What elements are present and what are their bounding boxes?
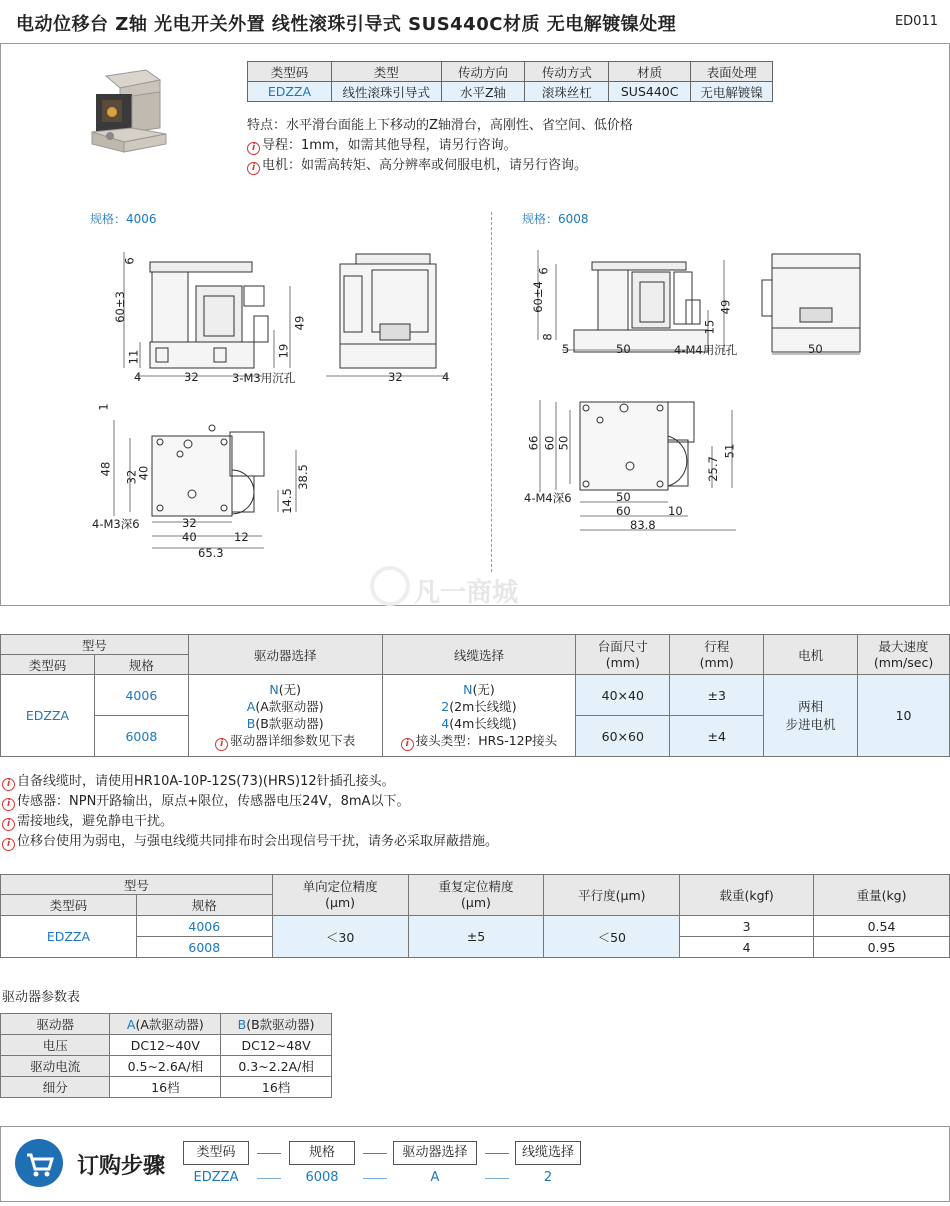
header-driver-a xyxy=(110,1014,221,1035)
header-load: 载重(kgf) xyxy=(680,875,814,916)
dim-label: 6 xyxy=(536,267,551,275)
header-driver-b xyxy=(221,1014,332,1035)
option-code: A xyxy=(246,698,256,714)
model-table-header xyxy=(1,635,950,655)
weight-4006: 0.54 xyxy=(814,916,950,937)
dim-label: 12 xyxy=(234,530,249,544)
option-text: (A款驱动器) xyxy=(135,1017,204,1032)
option-code: B xyxy=(246,715,256,731)
drawing-label-6008: 规格：6008 xyxy=(522,212,589,226)
drawing-label-4006: 规格：4006 xyxy=(90,212,157,226)
feature-text: 电机：如需高转矩、高分辨率或伺服电机，请另行咨询。 xyxy=(262,158,588,173)
note-line xyxy=(2,792,498,812)
rep-accuracy: ±5 xyxy=(408,916,544,958)
order-connector xyxy=(257,1178,281,1179)
option-code: A xyxy=(126,1017,136,1032)
header-type: 类型码 xyxy=(1,655,95,675)
dim-label: 65.3 xyxy=(198,546,224,560)
dim-label: 66 xyxy=(526,435,541,451)
dim-label: 6 xyxy=(122,257,137,265)
row-label: 驱动电流 xyxy=(1,1056,110,1077)
notes-block xyxy=(2,772,498,852)
dim-label: 48 xyxy=(98,461,113,477)
spec-value-cell: SUS440C xyxy=(609,82,691,102)
order-connector xyxy=(257,1153,281,1154)
watermark-text: 凡一商城 xyxy=(414,578,519,608)
cable-option-n xyxy=(383,681,576,698)
header-stroke-unit: (mm) xyxy=(699,654,734,670)
dim-label: 4 xyxy=(134,370,142,384)
model-row-4006 xyxy=(1,675,950,716)
driver-header xyxy=(1,1014,332,1035)
note-text: 需接地线，避免静电干扰。 xyxy=(17,814,174,829)
dim-label: 40 xyxy=(182,530,197,544)
type-code: EDZZA xyxy=(1,916,137,958)
dim-label: 14.5 xyxy=(279,488,294,514)
note-text: 驱动器详细参数见下表 xyxy=(230,732,356,748)
info-icon: i xyxy=(401,738,414,751)
row-value-a: DC12~40V xyxy=(110,1035,221,1056)
load-6008: 4 xyxy=(680,937,814,958)
dim-label: 60 xyxy=(542,435,557,451)
model-table xyxy=(0,634,950,757)
option-text: (无) xyxy=(472,681,495,697)
dim-label: 10 xyxy=(668,504,683,518)
driver-option-n xyxy=(189,681,382,698)
cable-note xyxy=(383,732,576,751)
note-line xyxy=(2,812,498,832)
header-speed-line: 最大速度 xyxy=(878,638,929,654)
dim-label: 4-M4深6 xyxy=(524,491,572,505)
dim-label: 5 xyxy=(562,342,570,356)
dim-label: 50 xyxy=(616,342,631,356)
page-title: 电动位移台 Z轴 光电开关外置 线性滚珠引导式 SUS440C材质 无电解镀镍处理 xyxy=(16,14,677,35)
dim-label: 49 xyxy=(718,299,733,315)
spec-value-type-code: EDZZA xyxy=(248,82,332,102)
product-code: ED011 xyxy=(894,14,938,29)
dim-label: 4 xyxy=(442,370,450,384)
cart-icon xyxy=(15,1139,63,1187)
cable-option-4 xyxy=(383,715,576,732)
motor-line: 两相 xyxy=(798,698,824,714)
dim-label: 50 xyxy=(616,490,631,504)
option-text: (A款驱动器) xyxy=(255,698,324,714)
header-size-unit: (mm) xyxy=(605,654,640,670)
order-step-label: 类型码 xyxy=(183,1141,249,1165)
spec-6008: 6008 xyxy=(94,716,188,757)
row-label: 电压 xyxy=(1,1035,110,1056)
header-weight: 重量(kg) xyxy=(814,875,950,916)
option-text: (无) xyxy=(278,681,302,697)
motor-cell xyxy=(764,675,858,757)
dim-label: 15 xyxy=(702,319,717,335)
dim-label: 38.5 xyxy=(295,464,310,490)
row-value-a: 0.5~2.6A/相 xyxy=(110,1056,221,1077)
spec-header-cell: 表面处理 xyxy=(691,62,773,82)
dim-label: 83.8 xyxy=(630,518,656,532)
header-pos xyxy=(272,875,408,916)
spec-header-cell: 材质 xyxy=(609,62,691,82)
dim-label: 3-M3用沉孔 xyxy=(232,371,296,385)
precision-table xyxy=(0,874,950,958)
dim-label: 4-M4用沉孔 xyxy=(674,343,738,357)
note-text: 自备线缆时，请使用HR10A-10P-12S(73)(HRS)12针插孔接头。 xyxy=(17,774,395,789)
dim-label: 32 xyxy=(184,370,199,384)
info-icon: i xyxy=(2,838,15,851)
size-6008: 60×60 xyxy=(576,716,670,757)
option-text: (2m长线缆) xyxy=(449,698,517,714)
spec-header-cell: 传动方向 xyxy=(441,62,525,82)
spec-4006: 4006 xyxy=(136,916,272,937)
order-step-value: 6008 xyxy=(305,1170,339,1185)
driver-row xyxy=(1,1035,332,1056)
dim-label: 60±3 xyxy=(112,291,127,323)
option-code: N xyxy=(463,681,473,697)
stroke-4006: ±3 xyxy=(670,675,764,716)
type-code: EDZZA xyxy=(1,675,95,757)
order-step-label: 规格 xyxy=(289,1141,355,1165)
dim-label: 32 xyxy=(182,516,197,530)
dim-label: 49 xyxy=(292,315,307,331)
option-text: (4m长线缆) xyxy=(449,715,517,731)
info-icon: i xyxy=(215,738,228,751)
row-value-b: 16档 xyxy=(221,1077,332,1098)
header-unit: (μm) xyxy=(461,895,491,910)
note-text: 位移台使用为弱电，与强电线缆共同排布时会出现信号干扰，请务必采取屏蔽措施。 xyxy=(17,834,499,849)
dim-label: 50 xyxy=(556,435,571,451)
info-icon: i xyxy=(247,162,260,175)
row-value-a: 16档 xyxy=(110,1077,221,1098)
weight-6008: 0.95 xyxy=(814,937,950,958)
driver-option-b xyxy=(189,715,382,732)
order-connector xyxy=(363,1178,387,1179)
header-model: 型号 xyxy=(1,875,273,895)
header-unit: (μm) xyxy=(325,895,356,910)
order-step-value: A xyxy=(430,1170,440,1185)
dim-label: 32 xyxy=(388,370,403,384)
dim-label: 1 xyxy=(96,403,111,411)
info-icon: i xyxy=(2,818,15,831)
dim-label: 50 xyxy=(808,342,823,356)
row-value-b: DC12~48V xyxy=(221,1035,332,1056)
header-type: 类型码 xyxy=(1,895,137,916)
order-title: 订购步骤 xyxy=(77,1154,166,1179)
header-line: 重复定位精度 xyxy=(438,879,514,894)
order-step-label: 驱动器选择 xyxy=(393,1141,477,1165)
header-spec: 规格 xyxy=(136,895,272,916)
driver-note xyxy=(189,732,382,751)
spec-header-cell: 传动方式 xyxy=(525,62,609,82)
feature-line: 特点：水平滑台面能上下移动的Z轴滑台，高刚性、省空间、低价格 xyxy=(247,118,633,133)
header-cable: 线缆选择 xyxy=(382,635,576,675)
order-step-value: EDZZA xyxy=(193,1170,239,1185)
spec-value-cell: 线性滚珠引导式 xyxy=(331,82,441,102)
watermark-logo xyxy=(370,566,410,606)
note-line xyxy=(2,772,498,792)
driver-option-a xyxy=(189,698,382,715)
order-connector xyxy=(485,1178,509,1179)
driver-table-title: 驱动器参数表 xyxy=(2,990,81,1005)
order-steps xyxy=(0,1126,950,1202)
spec-header-cell: 类型码 xyxy=(248,62,332,82)
spec-4006: 4006 xyxy=(94,675,188,716)
info-icon: i xyxy=(2,798,15,811)
feature-text: 导程：1mm，如需其他导程，请另行咨询。 xyxy=(262,138,517,153)
speed-cell: 10 xyxy=(858,675,950,757)
driver-row xyxy=(1,1056,332,1077)
cable-options xyxy=(382,675,576,757)
dim-label: 60±4 xyxy=(530,281,545,313)
dim-label: 8 xyxy=(540,333,555,341)
header-motor: 电机 xyxy=(764,635,858,675)
driver-options xyxy=(188,675,382,757)
parallelism: ＜50 xyxy=(544,916,680,958)
precision-header xyxy=(1,875,950,895)
dim-label: 51 xyxy=(722,443,737,459)
header-parallel: 平行度(μm) xyxy=(544,875,680,916)
order-connector xyxy=(363,1153,387,1154)
order-connector xyxy=(485,1153,509,1154)
dim-label: 4-M3深6 xyxy=(92,517,140,531)
header-line: 单向定位精度 xyxy=(302,879,378,894)
spec-value-cell: 滚珠丝杠 xyxy=(525,82,609,102)
dim-label: 60 xyxy=(616,504,631,518)
spec-header-cell: 类型 xyxy=(331,62,441,82)
header-stroke-line: 行程 xyxy=(704,638,730,654)
header-driver: 驱动器 xyxy=(1,1014,110,1035)
option-code: N xyxy=(269,681,279,697)
dim-label: 32 xyxy=(124,469,139,485)
driver-row xyxy=(1,1077,332,1098)
size-4006: 40×40 xyxy=(576,675,670,716)
order-step-value: 2 xyxy=(543,1170,553,1185)
cable-option-2 xyxy=(383,698,576,715)
row-label: 细分 xyxy=(1,1077,110,1098)
load-4006: 3 xyxy=(680,916,814,937)
header-speed-unit: (mm/sec) xyxy=(873,654,934,670)
option-code: 2 xyxy=(441,698,450,714)
cart-icon-glyph xyxy=(15,1139,63,1187)
driver-table xyxy=(0,1013,332,1098)
dim-label: 25.7 xyxy=(705,456,720,482)
header-spec: 规格 xyxy=(94,655,188,675)
stroke-6008: ±4 xyxy=(670,716,764,757)
note-text: 传感器：NPN开路输出，原点+限位，传感器电压24V，8mA以下。 xyxy=(17,794,410,809)
note-text: 接头类型：HRS-12P接头 xyxy=(415,732,558,748)
precision-row-4006 xyxy=(1,916,950,937)
note-line xyxy=(2,832,498,852)
header-model: 型号 xyxy=(1,635,189,655)
dim-label: 40 xyxy=(136,465,151,481)
header-speed xyxy=(858,635,950,675)
row-value-b: 0.3~2.2A/相 xyxy=(221,1056,332,1077)
header-driver: 驱动器选择 xyxy=(188,635,382,675)
header-size-line: 台面尺寸 xyxy=(597,638,648,654)
motor-line: 步进电机 xyxy=(785,716,836,732)
dim-label: 11 xyxy=(126,349,141,365)
option-code: B xyxy=(237,1017,247,1032)
spec-value-cell: 无电解镀镍 xyxy=(691,82,773,102)
option-code: 4 xyxy=(441,715,450,731)
header-stroke xyxy=(670,635,764,675)
info-icon: i xyxy=(247,142,260,155)
spec-6008: 6008 xyxy=(136,937,272,958)
order-step-label: 线缆选择 xyxy=(515,1141,581,1165)
header-size xyxy=(576,635,670,675)
pos-accuracy: ＜30 xyxy=(272,916,408,958)
info-icon: i xyxy=(2,778,15,791)
option-text: (B款驱动器) xyxy=(255,715,324,731)
spec-value-cell: 水平Z轴 xyxy=(441,82,525,102)
option-text: (B款驱动器) xyxy=(246,1017,315,1032)
header-rep xyxy=(408,875,544,916)
dim-label: 19 xyxy=(276,343,291,359)
